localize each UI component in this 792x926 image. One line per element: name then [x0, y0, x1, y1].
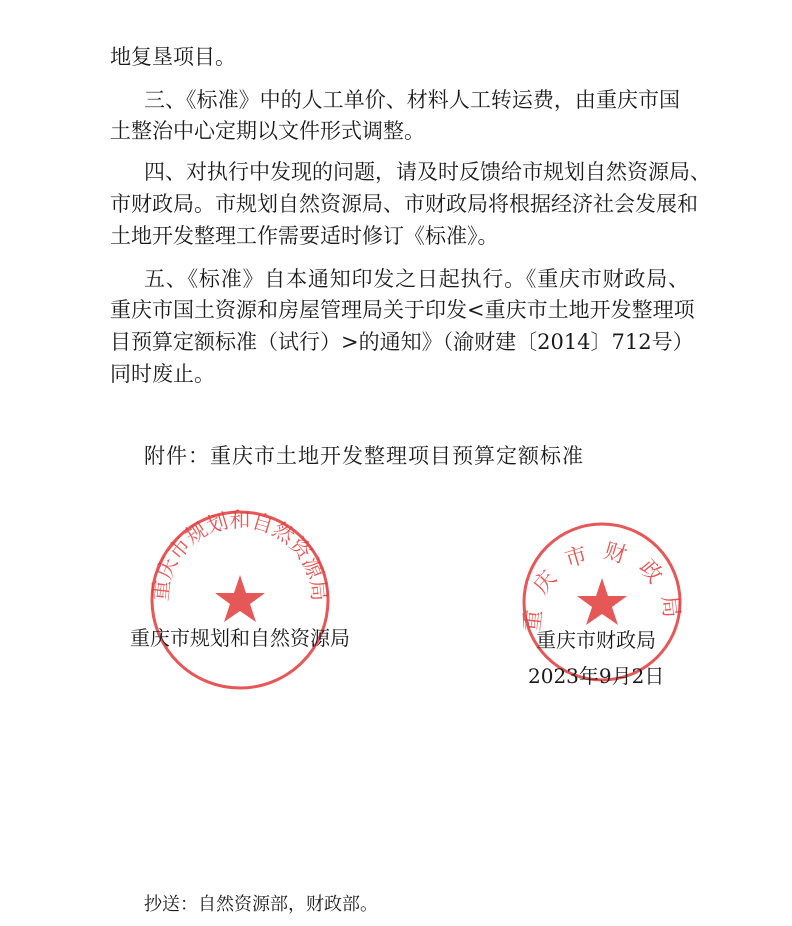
- signature-right: 重庆市财政局: [536, 628, 656, 652]
- body-line: 同时废止。: [110, 362, 215, 386]
- body-line: 目预算定额标准（试行）>的通知》（渝财建〔2014〕712号）: [110, 330, 694, 354]
- cc-line: 抄送：自然资源部，财政部。: [144, 894, 378, 915]
- star-icon: [577, 578, 627, 625]
- seal-left: [145, 505, 335, 695]
- body-line: 五、《标准》自本通知印发之日起执行。《重庆市财政局、: [144, 267, 689, 291]
- body-line: 市财政局。市规划自然资源局、市财政局将根据经济社会发展和: [110, 192, 698, 216]
- svg-text:重庆市规划和自然资源局: 重庆市规划和自然资源局: [148, 508, 332, 603]
- body-line: 地复垦项目。: [110, 45, 236, 69]
- body-line: 土地开发整理工作需要适时修订《标准》。: [110, 224, 499, 248]
- svg-text:重庆市财政局: 重庆市财政局: [520, 538, 685, 633]
- signature-left: 重庆市规划和自然资源局: [130, 626, 350, 650]
- body-line: 土整治中心定期以文件形式调整。: [110, 119, 425, 143]
- attachment-line: 附件：重庆市土地开发整理项目预算定额标准: [144, 444, 584, 468]
- body-line: 四、对执行中发现的问题，请及时反馈给市规划自然资源局、: [144, 160, 711, 184]
- star-icon: [215, 575, 265, 622]
- body-line: 三、《标准》中的人工单价、材料人工转运费，由重庆市国: [144, 88, 680, 112]
- body-line: 重庆市国土资源和房屋管理局关于印发<重庆市土地开发整理项: [110, 298, 695, 322]
- signature-date: 2023年9月2日: [528, 664, 665, 688]
